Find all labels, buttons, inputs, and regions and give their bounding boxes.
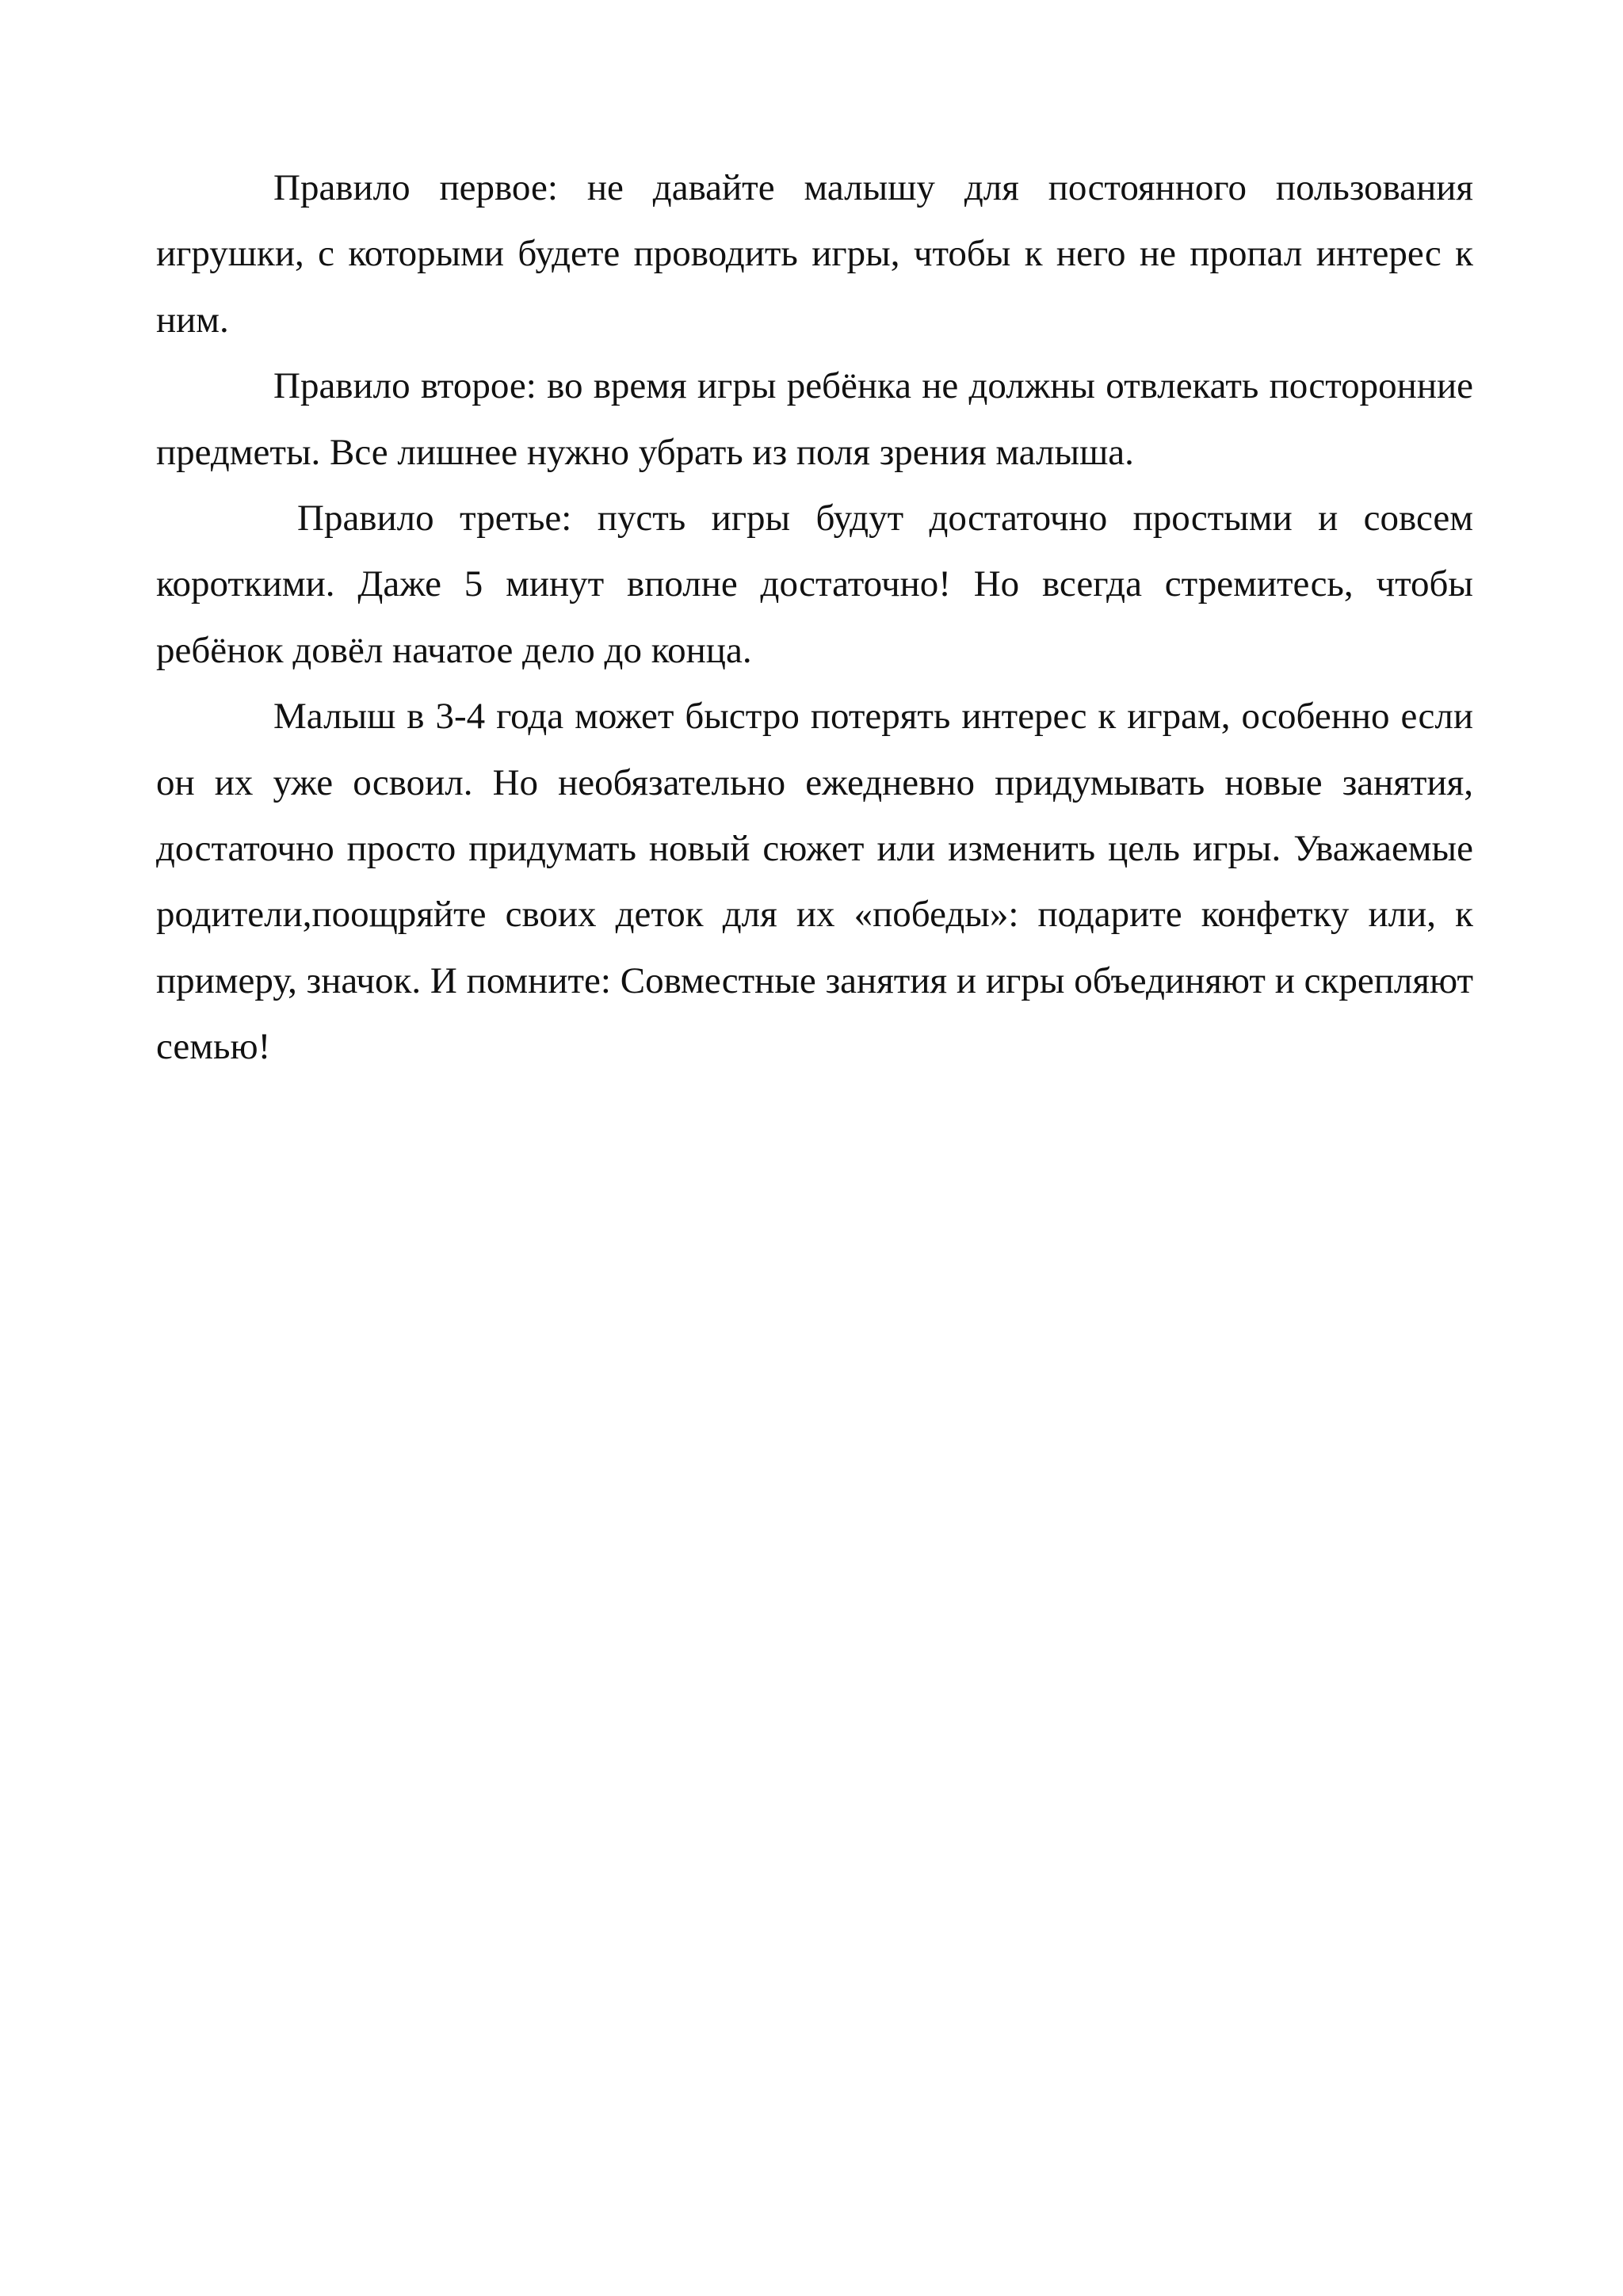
paragraph-conclusion: Малыш в 3-4 года может быстро потерять интерес к играм, особенно если он их уже освоил. Но необязательно ежедневно придумывать новые занятия, достаточно просто придумать новый сюжет или изменить цель игры. Уважаемые родители,поощряйте своих деток для их «победы»: подарите конфетку или, к примеру, значок. И помните: Совместные занятия и игры объединяют и скрепляют семью!: [156, 696, 1473, 1068]
document-body: [156, 155, 1473, 1081]
paragraph-rule-two: Правило второе: во время игры ребёнка не должны отвлекать посторонние предметы. Все лишнее нужно убрать из поля зрения малыша.: [156, 365, 1473, 473]
paragraph-rule-one: Правило первое: не давайте малышу для постоянного пользования игрушки, с которыми будете проводить игры, чтобы к него не пропал интерес к ним.: [156, 167, 1473, 341]
paragraph-rule-three: Правило третье: пусть игры будут достаточно простыми и совсем короткими. Даже 5 минут вполне достаточно! Но всегда стремитесь, чтобы ребёнок довёл начатое дело до конца.: [156, 498, 1473, 671]
